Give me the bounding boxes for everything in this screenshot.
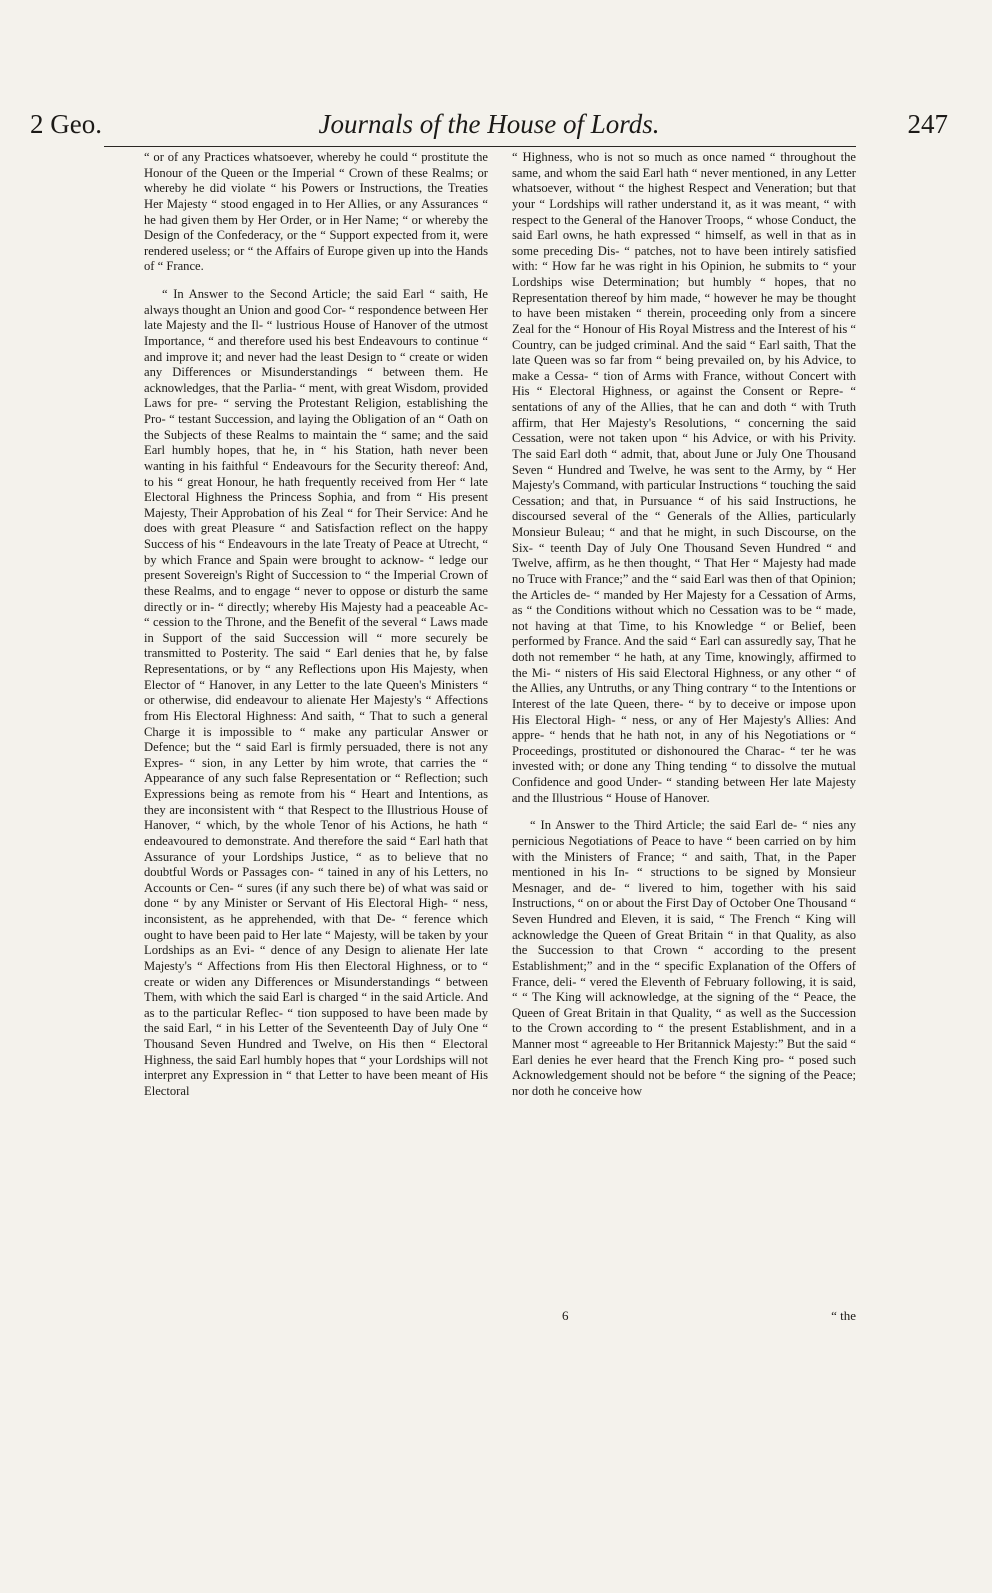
- left-paragraph-1: “ or of any Practices whatsoever, whereby he could “ prostitute the Honour of the Queen or the Imperial “ Crown of these Realms; or whereby he did violate “ his Powers or Instructions, the Treaties Her Majesty “ stood engaged in to Her Allies, or any Assurances “ he had given them by Her Order, or in Her Name; “ or whereby the Design of the Confederacy, or the “ Support expected from it, were rendered useless; or “ the Affairs of Europe given up into the Hands of “ France.: [144, 150, 488, 274]
- header-rule: [104, 146, 856, 147]
- right-column: [512, 150, 856, 1112]
- page-number: 247: [907, 109, 948, 139]
- right-paragraph-2: “ In Answer to the Third Article; the said Earl de- “ nies any pernicious Negotiations of Peace to have “ been carried on by him with the Ministers of France; “ and saith, That, in the Paper mentioned in his In- “ structions to be signed by Monsieur Mesnager, and de- “ livered to him, together with his said Instructions, “ on or about the First Day of October One Thousand “ Seven Hundred and Eleven, it is said, “ The French “ King will acknowledge the Queen of Great Britain “ in that Quality, as also the Succession to that Crown “ according to the present Establishment;” and in the “ specific Explanation of the Offers of France, deli- “ vered the Eleventh of February following, it is said, “ “ The King will acknowledge, at the signing of the “ Peace, the Queen of Great Britain in that Quality, “ as well as the Succession to the Crown according to “ the present Establishment, and in a Manner most “ agreeable to Her Britannick Majesty:” But the said “ Earl denies he ever heard that the French King pro- “ posed such Acknowledgement should not be before “ the signing of the Peace; nor doth he conceive how: [512, 818, 856, 1098]
- journal-title: Journals of the House of Lords.: [318, 109, 660, 139]
- running-header: [30, 100, 948, 148]
- page-footer: [144, 1308, 856, 1328]
- signature-mark: 6: [562, 1308, 569, 1323]
- left-column: [144, 150, 488, 1112]
- catchword: “ the: [831, 1308, 856, 1323]
- right-paragraph-1: “ Highness, who is not so much as once named “ throughout the same, and whom the said Earl hath “ never mentioned, in any Letter whatsoever, without “ the highest Respect and Veneration; but that your “ Lordships will rather understand it, as it was meant, “ with respect to the General of the Hanover Troops, “ whose Conduct, the said Earl owns, he hath expressed “ himself, as well in that as in some preceding Dis- “ patches, not to have been intirely satisfied with: “ How far he was right in his Opinion, he submits to “ your Lordships wise Determination; but humbly “ hopes, that no Representation thereof by him made, “ however he may be thought to have been mistaken “ therein, proceeding only from a sincere Zeal for the “ Honour of His Royal Mistress and the Interest of his “ Country, can be judged criminal. And the said “ Earl saith, That the late Queen was so far from “ being prevailed on, by his Advice, to make a Cessa- “ tion of Arms with France, without Concert with His “ Electoral Highness, or against the Consent or Repre- “ sentations of any of the Allies, that he can and doth “ with Truth affirm, that Her Majesty's Resolutions, “ concerning the said Cessation, were not taken upon “ his Advice, or with his Privity. The said Earl doth “ admit, that, about June or July One Thousand Seven “ Hundred and Twelve, he was sent to the Army, by “ Her Majesty's Command, with particular Instructions “ touching the said Cessation; and that, in Pursuance “ of his said Instructions, he discoursed several of the “ Generals of the Allies, particularly Monsieur Buleau; “ and that he might, in such Discourse, on the Six- “ teenth Day of July One Thousand Seven Hundred “ and Twelve, affirm, as he then thought, “ That Her “ Majesty had made no Truce with France;” and the “ said Earl was then of that Opinion; the Articles de- “ manded by Her Majesty for a Cessation of Arms, as “ the Conditions without which no Cessation was to be “ made, not having at that Time, to his Knowledge “ or Belief, been performed by France. And the said “ Earl can assuredly say, That he doth not remember “ he hath, at any Time, knowingly, affirmed to the Mi- “ nisters of His said Electoral Highness, or any other “ of the Allies, any Untruths, or any Thing contrary “ to the Intentions or Interest of the late Queen, there- “ by to deceive or impose upon His Electoral High- “ ness, or any of Her Majesty's Allies: And appre- “ hends that he hath not, in any of his Negotiations or “ Proceedings, prostituted or dishonoured the Charac- “ ter he was invested with; or done any Thing tending “ to dissolve the mutual Confidence and good Under- “ standing between Her late Majesty and the Illustrious “ House of Hanover.: [512, 150, 856, 805]
- text-columns: [144, 150, 856, 1112]
- left-paragraph-2: “ In Answer to the Second Article; the said Earl “ saith, He always thought an Union and good Cor- “ respondence between Her late Majesty and the Il- “ lustrious House of Hanover of the utmost Importance, “ and therefore used his best Endeavours to continue “ and improve it; and never had the least Design to “ create or widen any Differences or Misunderstandings “ between them. He acknowledges, that the Parlia- “ ment, with great Wisdom, provided Laws for pre- “ serving the Protestant Religion, establishing the Pro- “ testant Succession, and laying the Obligation of an “ Oath on the Subjects of these Realms to maintain the “ same; and the said Earl humbly hopes, that he, in “ his Station, hath never been wanting in his faithful “ Endeavours for the Security thereof: And, to his “ great Honour, he hath frequently received from Her “ late Electoral Highness the Princess Sophia, and from “ His present Majesty, Their Approbation of his Zeal “ for Their Service: And he does with great Pleasure “ and Satisfaction reflect on the happy Success of his “ Endeavours in the late Treaty of Peace at Utrecht, “ by which France and Spain were brought to acknow- “ ledge our present Sovereign's Right of Succession to “ the Imperial Crown of these Realms, and to engage “ never to oppose or disturb the same directly or in- “ directly; whereby His Majesty had a peaceable Ac- “ cession to the Throne, and the Benefit of the several “ Laws made in Support of the said Succession will “ more securely be transmitted to Posterity. The said “ Earl denies that he, by false Representations, or by “ any Reflections upon His Majesty, when Elector of “ Hanover, in any Letter to the late Queen's Ministers “ or otherwise, did endeavour to alienate Her Majesty's “ Affections from His Electoral Highness: And saith, “ That to such a general Charge it is impossible to “ make any particular Answer or Defence; but the “ said Earl is firmly persuaded, there is not any Expres- “ sion, in any Letter by him wrote, that carries the “ Appearance of any such false Representation or “ Reflection; such Expressions being as remote from his “ Heart and Intentions, as they are inconsistent with “ that Respect to the Illustrious House of Hanover, “ which, by the whole Tenor of his Actions, he hath “ endeavoured to demonstrate. And therefore the said “ Earl hath that Assurance of your Lordships Justice, “ as to believe that no doubtful Words or Passages con- “ tained in any of his Letters, no Accounts or Cen- “ sures (if any such there be) of what was said or done “ by any Minister or Servant of His Electoral High- “ ness, inconsistent, as he apprehended, with that De- “ ference which ought to have been paid to Her late “ Majesty, will be taken by your Lordships as an Evi- “ dence of any Design to alienate Her late Majesty's “ Affections from His then Electoral Highness, or to “ create or widen any Differences or Misunderstandings “ between Them, with which the said Earl is charged “ in the said Article. And as to the particular Reflec- “ tion supposed to have been made by the said Earl, “ in his Letter of the Seventeenth Day of July One “ Thousand Seven Hundred and Twelve, on His then “ Electoral Highness, the said Earl humbly hopes that “ your Lordships will not interpret any Expression in “ that Letter to have been meant of His Electoral: [144, 287, 488, 1098]
- regnal-year: 2 Geo.: [30, 109, 102, 139]
